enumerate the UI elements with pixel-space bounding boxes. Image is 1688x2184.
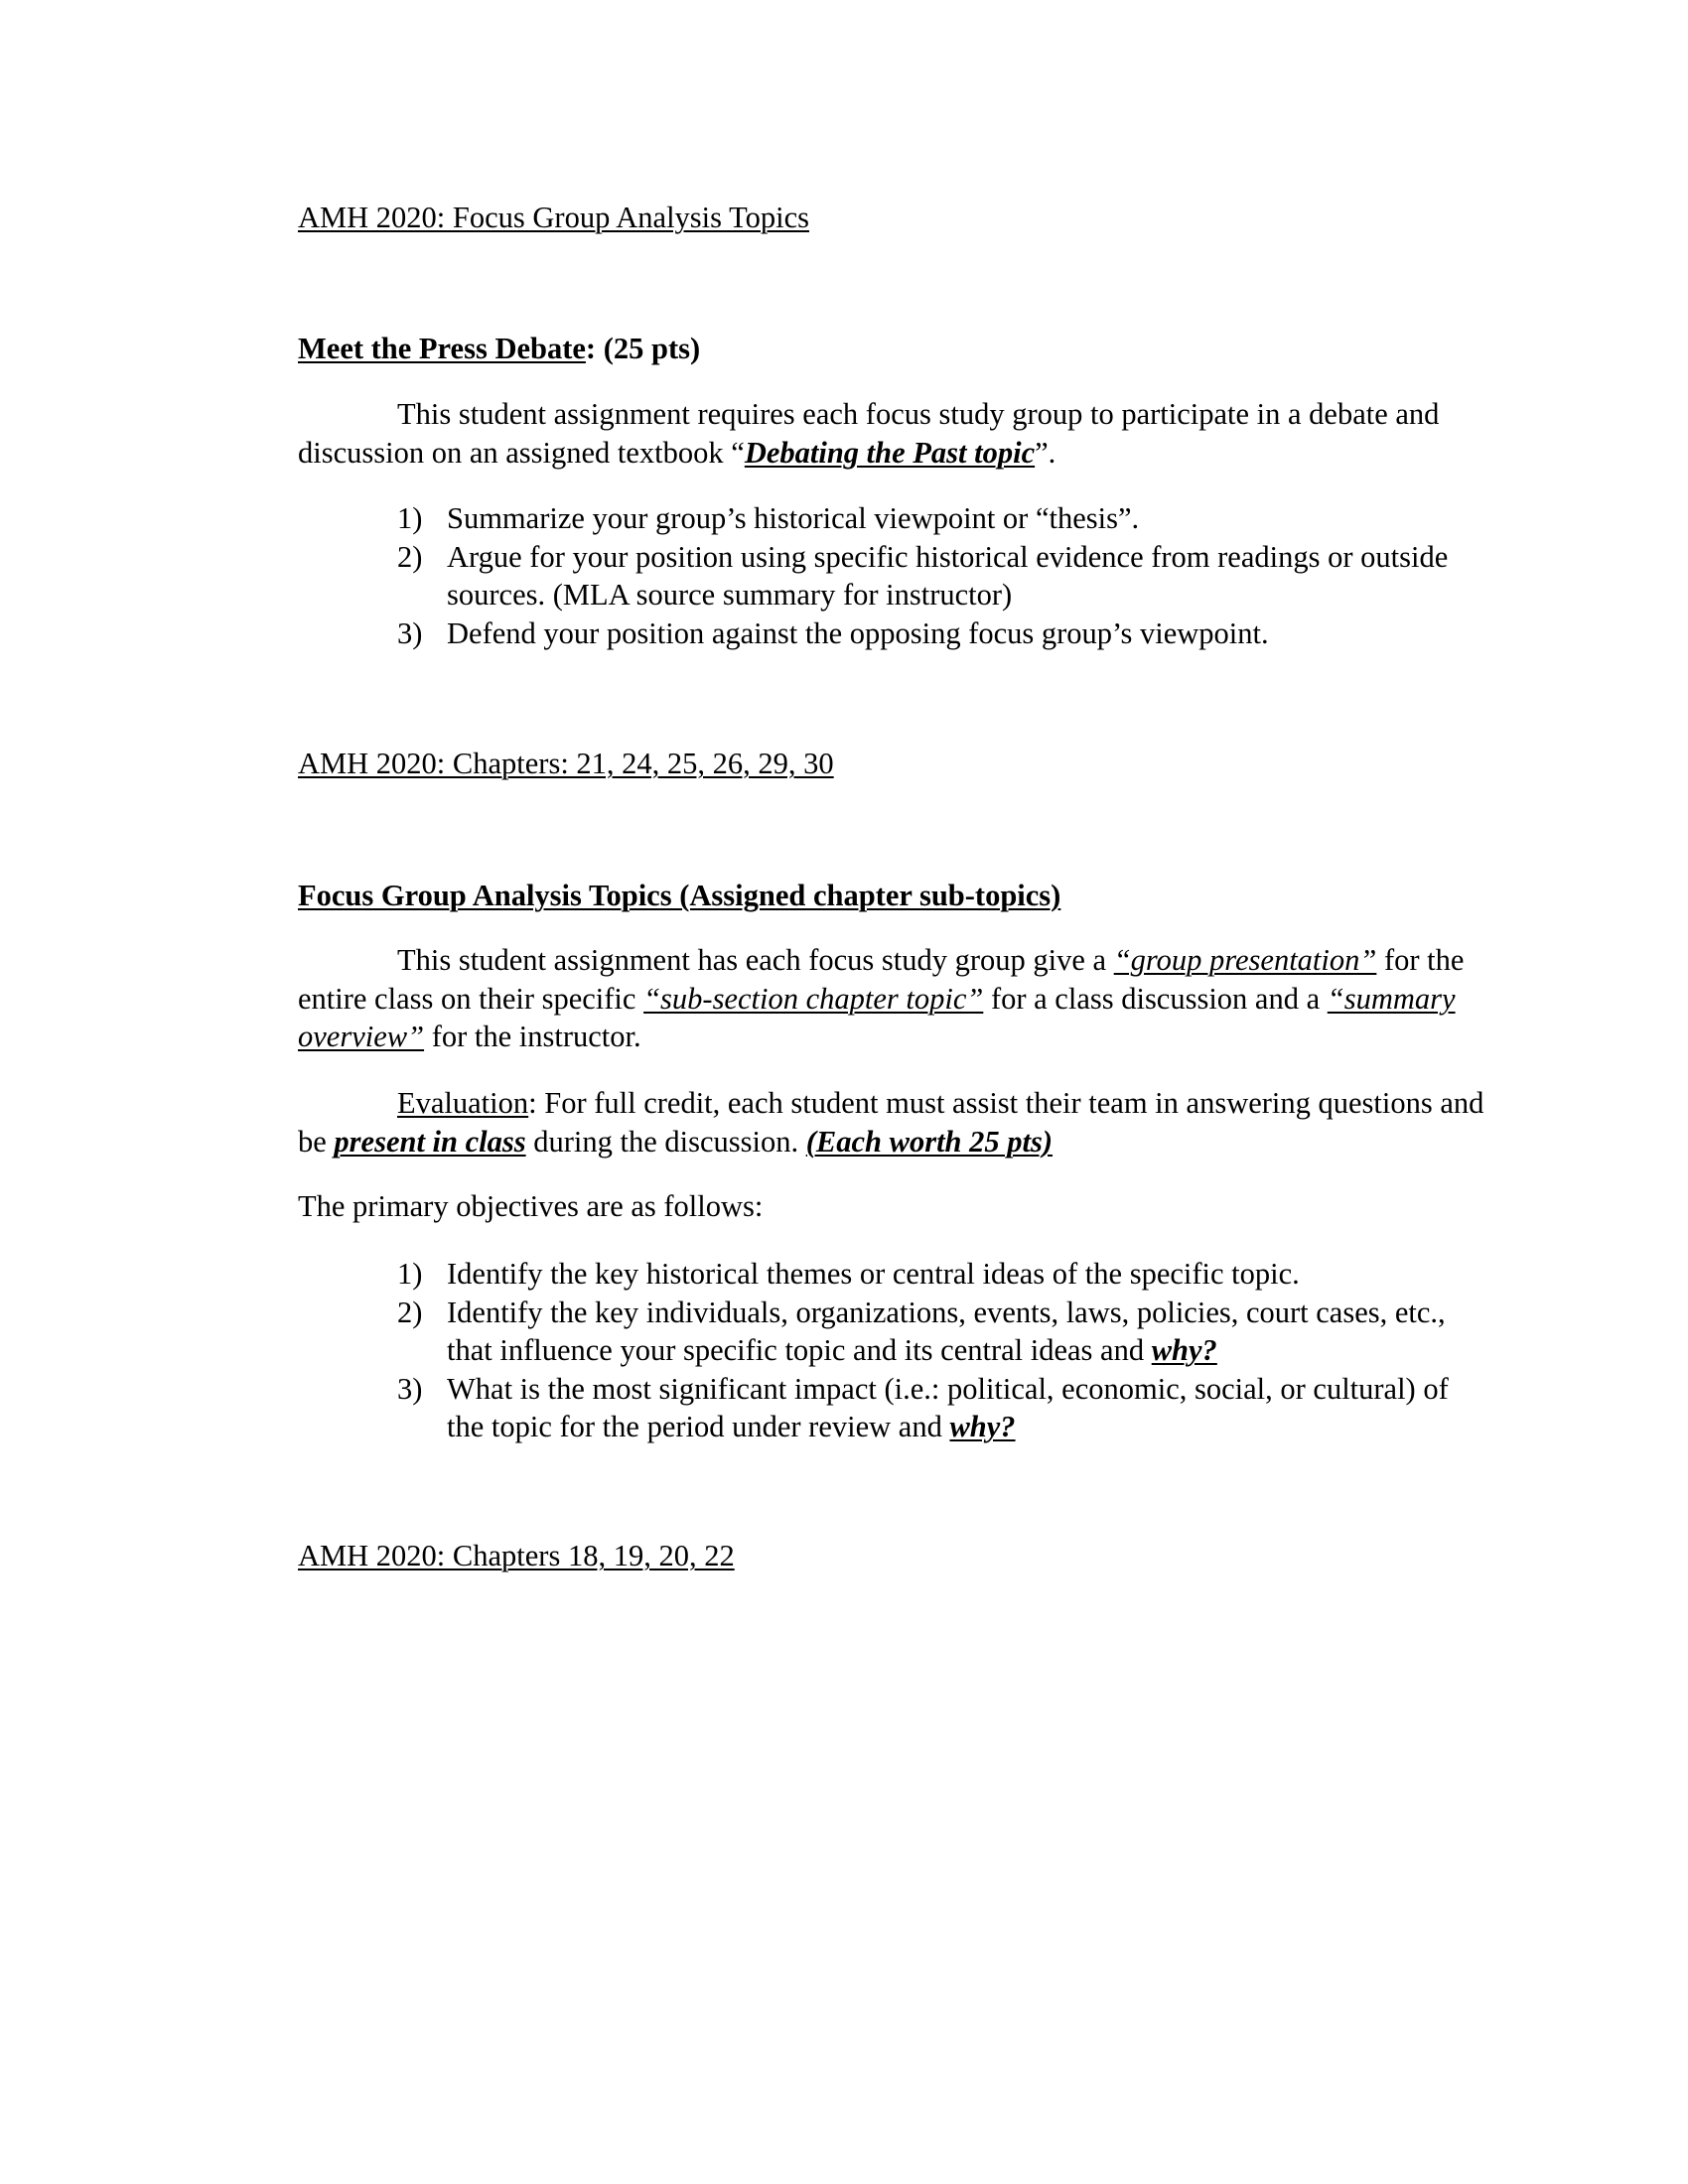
section-heading-debate-text: Meet the Press Debate [298, 332, 586, 365]
list-item [298, 1294, 1470, 1370]
why-emphasis: why? [1151, 1333, 1217, 1367]
list-item-text: Identify the key individuals, organizations, events, laws, policies, court cases, etc., that influence your specific topic and its central ideas and [447, 1295, 1446, 1367]
debating-past-emphasis: Debating the Past topic [744, 435, 1036, 470]
evaluation-paragraph [298, 1084, 1489, 1160]
each-worth-emphasis: (Each worth 25 pts) [805, 1124, 1054, 1159]
list-item-text: What is the most significant impact (i.e.: political, economic, social, or cultural) of the topic for the period under review and [447, 1371, 1449, 1443]
objectives-list [298, 1255, 1470, 1446]
objectives-intro: The primary objectives are as follows: [298, 1189, 764, 1223]
focus-group-text-a: This student assignment has each focus study group give a [397, 943, 1114, 977]
list-item-text: Summarize your group’s historical viewpoint or “thesis”. [447, 501, 1140, 535]
sub-section-topic-emphasis: “sub-section chapter topic” [643, 981, 984, 1016]
focus-group-text-b: for the entire class on their specific [298, 943, 1465, 1016]
list-number: 2) [397, 1295, 423, 1329]
why-emphasis: why? [949, 1410, 1016, 1443]
group-presentation-emphasis: “group presentation” [1113, 943, 1377, 977]
evaluation-text-b: during the discussion. [525, 1124, 806, 1159]
evaluation-text-a: : For full credit, each student must assist their team in answering questions and be [298, 1086, 1484, 1159]
list-number: 3) [397, 1371, 423, 1406]
list-number: 2) [397, 539, 423, 574]
list-item [298, 1255, 1470, 1294]
list-item-text: Argue for your position using specific historical evidence from readings or outside sources. (MLA source summary for instructor) [447, 539, 1449, 612]
list-item [298, 499, 1470, 538]
list-item [298, 1370, 1470, 1446]
list-item [298, 538, 1470, 614]
section-heading-debate-points: : (25 pts) [585, 332, 701, 365]
chapters-title-2: AMH 2020: Chapters 18, 19, 20, 22 [298, 1539, 735, 1572]
debate-paragraph [298, 395, 1489, 472]
focus-group-paragraph [298, 941, 1489, 1056]
list-number: 3) [397, 615, 423, 650]
list-number: 1) [397, 501, 423, 535]
section-heading-debate [298, 330, 700, 368]
list-item-text: Identify the key historical themes or central ideas of the specific topic. [447, 1257, 1300, 1291]
focus-group-text-c: for a class discussion and a [983, 981, 1328, 1016]
page-title: AMH 2020: Focus Group Analysis Topics [298, 201, 809, 234]
debate-steps-list [298, 499, 1470, 652]
list-item-text: Defend your position against the opposing focus group’s viewpoint. [447, 615, 1269, 650]
focus-group-text-d: for the instructor. [424, 1020, 641, 1053]
debate-paragraph-end: ”. [1035, 435, 1056, 470]
present-in-class-emphasis: present in class [334, 1124, 526, 1159]
section-heading-focus-group: Focus Group Analysis Topics (Assigned chapter sub-topics) [298, 879, 1061, 912]
list-item [298, 614, 1470, 653]
chapters-title-1: AMH 2020: Chapters: 21, 24, 25, 26, 29, 30 [298, 747, 834, 780]
evaluation-label: Evaluation [397, 1086, 529, 1120]
summary-overview-emphasis: “summary overview” [298, 981, 1456, 1053]
list-number: 1) [397, 1257, 423, 1291]
debate-paragraph-text: This student assignment requires each focus study group to participate in a debate and discussion on an assigned textbook “ [298, 397, 1440, 470]
